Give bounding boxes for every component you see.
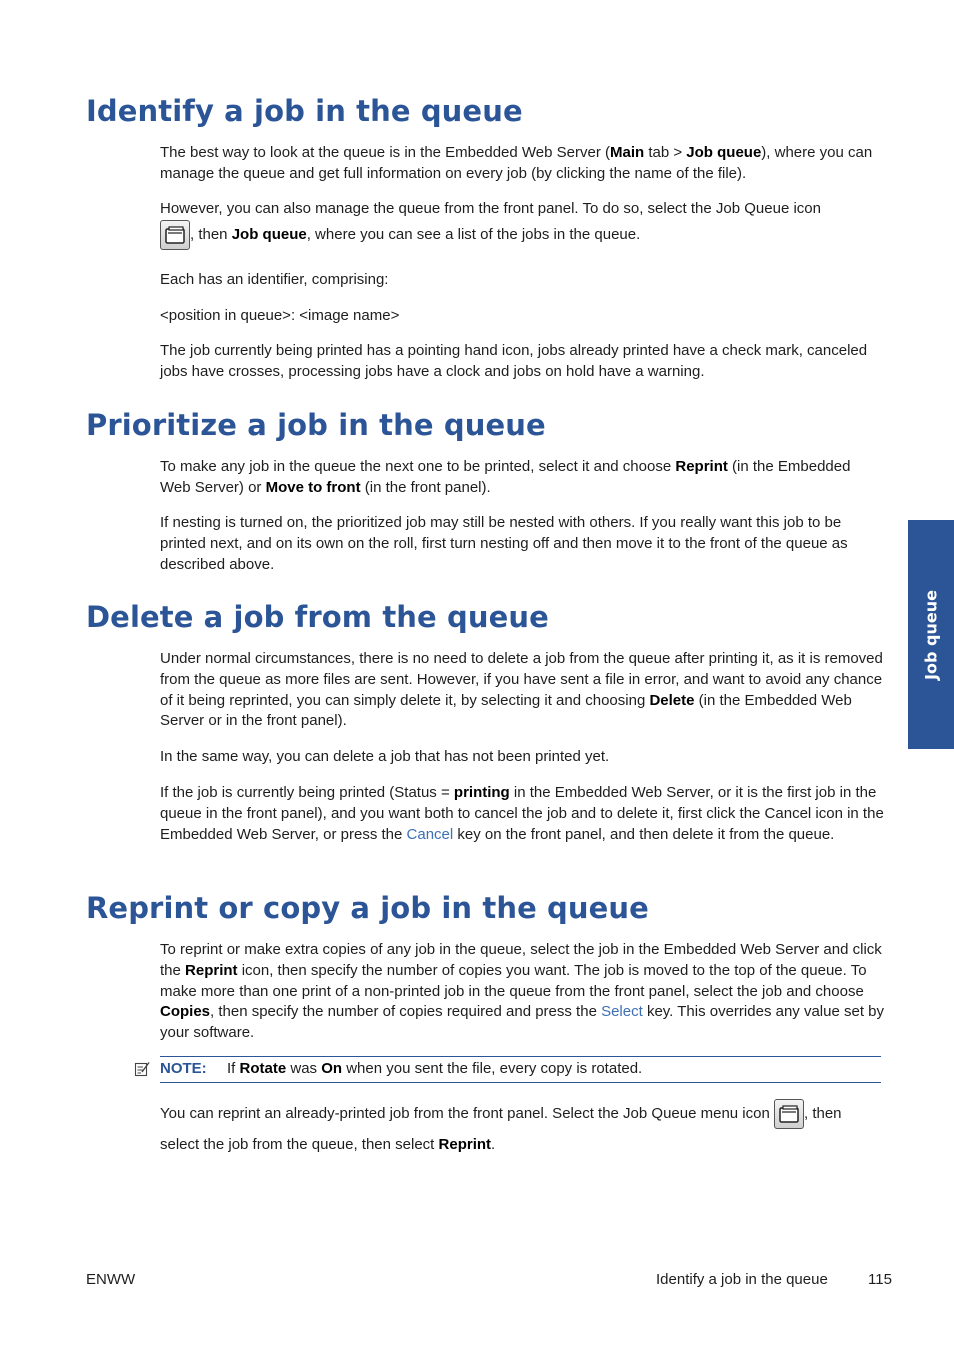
identify-paragraph-3: Each has an identifier, comprising: bbox=[160, 271, 389, 288]
job-queue-icon bbox=[160, 220, 190, 250]
note-box bbox=[160, 1056, 881, 1083]
heading-prioritize-job: Prioritize a job in the queue bbox=[86, 408, 546, 442]
prioritize-paragraph-1: To make any job in the queue the next one to be printed, select it and choose Reprint (in the Embedded Web Server) or Move to front (in the front panel). bbox=[160, 458, 851, 496]
heading-reprint-job: Reprint or copy a job in the queue bbox=[86, 891, 649, 925]
reprint-paragraph-1: To reprint or make extra copies of any job in the queue, select the job in the Embedded Web Server and click the Reprint icon, then specify the number of copies you want. The job is moved to the top of the queue. To make more than one print of a non-printed job in the queue from the front panel, select the job and choose Copies, then specify the number of copies required and press the Select key. This overrides any value set by your software. bbox=[160, 941, 885, 1042]
prioritize-paragraph-2: If nesting is turned on, the prioritized job may still be nested with others. If you really want this job to be printed next, and on its own on the roll, first turn nesting off and then move it to the front of the queue as described above. bbox=[160, 514, 848, 573]
note-icon bbox=[134, 1061, 150, 1082]
footer-left: ENWW bbox=[86, 1271, 136, 1288]
reprint-paragraph-2: You can reprint an already-printed job from the front panel. Select the Job Queue menu icon , then select the job from the queue, then select Reprint. bbox=[160, 1098, 884, 1160]
chapter-side-tab bbox=[908, 520, 954, 749]
cancel-key-reference: Cancel bbox=[406, 825, 454, 843]
identify-paragraph-2: However, you can also manage the queue from the front panel. To do so, select the Job Queue icon , then Job queue, where you can see a list of the jobs in the queue. bbox=[160, 199, 884, 250]
identify-paragraph-1: The best way to look at the queue is in the Embedded Web Server (Main tab > Job queue), where you can manage the queue and get full information on every job (by clicking the name of the file). bbox=[160, 144, 873, 182]
side-tab-label: Job queue bbox=[921, 589, 941, 680]
delete-paragraph-3: If the job is currently being printed (Status = printing in the Embedded Web Server, or it is the first job in the queue in the front panel), and you want both to cancel the job and to delete it, first click the Cancel icon in the Embedded Web Server, or press the Cancel key on the front panel, and then delete it from the queue. bbox=[160, 784, 884, 843]
note-label: NOTE: bbox=[160, 1060, 207, 1077]
delete-paragraph-2: In the same way, you can delete a job that has not been printed yet. bbox=[160, 748, 610, 765]
identify-paragraph-4: <position in queue>: <image name> bbox=[160, 307, 400, 324]
footer-page-number: 115 bbox=[868, 1271, 892, 1288]
job-queue-menu-icon bbox=[774, 1099, 804, 1129]
heading-identify-job: Identify a job in the queue bbox=[86, 94, 523, 128]
delete-paragraph-1: Under normal circumstances, there is no need to delete a job from the queue after printing it, as it is removed from the queue as more files are sent. However, if you have sent a file in error, and want to avoid any chance of it being reprinted, you can simply delete it, by selecting it and choosing Delete (in the Embedded Web Server or in the front panel). bbox=[160, 650, 883, 730]
footer-section-title: Identify a job in the queue bbox=[656, 1271, 828, 1288]
heading-delete-job: Delete a job from the queue bbox=[86, 600, 549, 634]
identify-paragraph-5: The job currently being printed has a pointing hand icon, jobs already printed have a check mark, canceled jobs have crosses, processing jobs have a clock and jobs on hold have a warning. bbox=[160, 342, 868, 380]
note-text: If Rotate was On when you sent the file, every copy is rotated. bbox=[227, 1060, 643, 1077]
select-key-reference: Select bbox=[601, 1003, 643, 1021]
